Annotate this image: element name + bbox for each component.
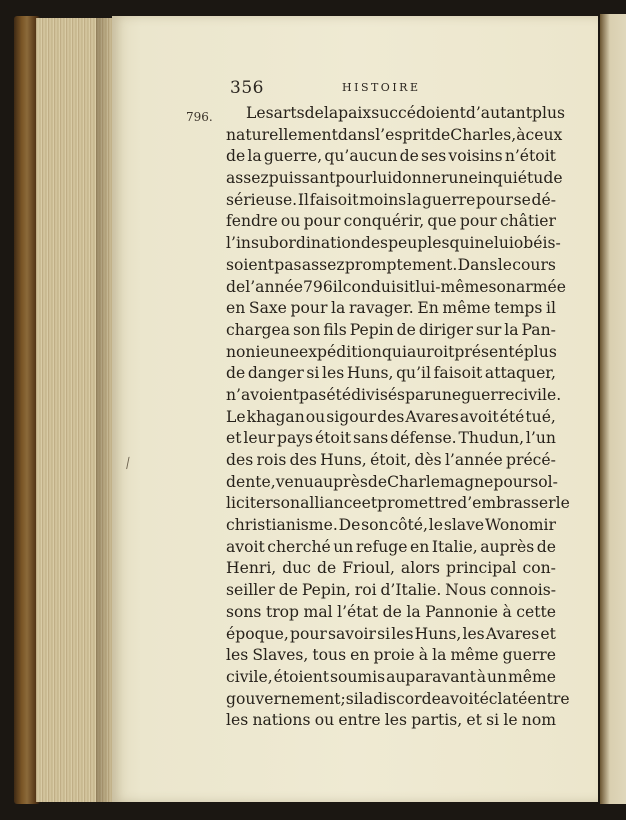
word: d’autant (465, 104, 532, 122)
word: se (513, 190, 531, 209)
word: divisés (351, 385, 406, 404)
word: le (555, 494, 570, 513)
word: voisins (448, 147, 503, 166)
word: Slaves, (252, 646, 309, 665)
word: tué, (525, 407, 556, 426)
word: une (431, 385, 462, 404)
word: danger (247, 364, 304, 383)
text-line (226, 493, 570, 515)
text-line (226, 103, 566, 125)
word: promettre (377, 494, 458, 513)
text-line (226, 190, 556, 212)
word: ses (421, 147, 447, 166)
word: la (323, 104, 339, 122)
word: sol- (530, 472, 558, 491)
word: slave (443, 516, 485, 535)
word: le (428, 516, 443, 535)
word: châtier (499, 212, 556, 231)
body-text (226, 103, 570, 732)
word: l’un (525, 429, 556, 448)
word: son (361, 516, 389, 535)
word: sérieuse. (226, 190, 298, 209)
word: dé- (531, 190, 556, 209)
word: 796 (303, 277, 333, 296)
word: que (427, 212, 457, 231)
word: pas (299, 385, 327, 404)
word: n’étoit (504, 147, 556, 166)
word: à (502, 602, 512, 621)
text-line (226, 428, 556, 450)
word: de (226, 147, 246, 166)
word: son (292, 320, 321, 339)
word: par (405, 385, 432, 404)
word: con- (522, 559, 556, 578)
word: de (367, 472, 388, 491)
word: ceux (525, 125, 563, 144)
word: qu’aucun (324, 147, 398, 166)
word: christianisme. (226, 516, 338, 535)
word: inquiétude (477, 169, 563, 188)
word: défense. (390, 429, 457, 448)
word: étoit (314, 429, 352, 448)
word: des (377, 407, 405, 426)
word: pour (289, 624, 327, 643)
word: époque, (226, 624, 289, 643)
word: Saxe (248, 299, 287, 318)
text-line (226, 211, 556, 233)
word: roi (354, 581, 377, 600)
word: trop (265, 602, 300, 621)
word: gouvernement; (226, 689, 346, 708)
text-line (226, 450, 556, 472)
page-header (230, 78, 550, 100)
word: entre (338, 711, 381, 730)
word: Italie, (431, 537, 478, 556)
word: tous (312, 646, 347, 665)
word: avoit (226, 537, 265, 556)
word: assez (301, 255, 345, 274)
word: à (516, 125, 526, 144)
margin-pencil-mark: ⁄ (124, 456, 133, 472)
text-line (226, 255, 556, 277)
word: les (226, 711, 249, 730)
word: soient (226, 255, 274, 274)
word: Avares (485, 624, 540, 643)
word: Pepin (349, 320, 394, 339)
word: en (350, 646, 370, 665)
word: il (332, 277, 343, 296)
word: si (486, 711, 500, 730)
text-line (226, 298, 556, 320)
word: dans (337, 125, 376, 144)
word: avoit (440, 689, 480, 708)
word: principal (446, 559, 517, 578)
word: partis, (411, 711, 463, 730)
word: étoit, (370, 451, 412, 469)
word: faisoit (309, 190, 359, 209)
word: même (450, 646, 499, 665)
word: nom (521, 711, 556, 730)
word: nations (252, 711, 311, 730)
word: des (226, 451, 254, 469)
word: Huns, (320, 451, 367, 469)
word: d’Italie. (380, 581, 442, 600)
text-line (226, 385, 562, 407)
word: lui-même (415, 277, 489, 296)
text-line (226, 342, 556, 364)
word: de (382, 602, 402, 621)
word: seiller (226, 581, 275, 600)
word: pour (493, 472, 531, 491)
word: si (377, 624, 391, 643)
page-number: 356 (230, 78, 264, 98)
word: de (536, 537, 556, 556)
word: pour (459, 212, 497, 231)
word: venu (275, 472, 314, 491)
word: naturellement (226, 125, 338, 144)
word: leur (243, 429, 276, 448)
text-line (226, 168, 563, 190)
word: peuples (388, 234, 450, 253)
word: cherché (267, 537, 331, 556)
word: plus (523, 342, 557, 361)
text-line (226, 407, 556, 429)
word: moins (359, 190, 407, 209)
word: armée (515, 277, 566, 296)
text-line (226, 233, 561, 255)
word: Le (226, 407, 246, 426)
text-line (226, 710, 556, 732)
word: proie (373, 646, 415, 665)
word: promptement. (344, 255, 458, 274)
word: il (545, 299, 556, 318)
word: de (317, 559, 337, 578)
word: en (410, 537, 430, 556)
text-line (226, 472, 556, 494)
word: obéis- (513, 234, 561, 253)
word: Charlemagne (387, 472, 494, 491)
word: discorde (373, 689, 441, 708)
word: pays (276, 429, 314, 448)
word: l’insubordination (226, 234, 361, 253)
word: en (226, 299, 246, 318)
word: entre (527, 689, 570, 708)
word: lui (493, 234, 514, 253)
word: Pepin, (301, 581, 351, 600)
word: et (226, 429, 242, 448)
word: la (432, 646, 447, 665)
word: Henri, (226, 559, 277, 578)
word: de (396, 320, 416, 339)
word: soumis (329, 667, 386, 686)
word: guerre (461, 385, 515, 404)
word: une (269, 342, 300, 361)
word: savoir (328, 624, 376, 643)
word: l’esprit (375, 125, 432, 144)
word: auroit (406, 342, 455, 361)
word: et (540, 624, 556, 643)
word: diriger (418, 320, 473, 339)
word: et (361, 494, 378, 513)
word: guerre (502, 646, 556, 665)
word: d’embrasser (457, 494, 556, 513)
word: la (331, 299, 346, 318)
word: succédoient (371, 104, 466, 122)
word: son (488, 277, 516, 296)
word: à (418, 646, 428, 665)
word: duc (282, 559, 312, 578)
word: dente, (226, 472, 276, 491)
word: auprès (313, 472, 368, 491)
word: paix (338, 104, 372, 122)
word: ou (305, 407, 326, 426)
word: l’état (337, 602, 379, 621)
word: à (476, 667, 487, 686)
text-line (226, 537, 556, 559)
word: Il (297, 190, 309, 209)
word: Avares (405, 407, 459, 426)
word: des (360, 234, 389, 253)
word: une (448, 169, 478, 188)
word: Frioul, (342, 559, 395, 578)
word: Pan- (521, 320, 556, 339)
word: conduisit (342, 277, 416, 296)
word: temps (494, 299, 543, 318)
word: attaquer, (484, 364, 556, 383)
word: de (226, 364, 246, 383)
text-line (226, 602, 556, 624)
word: de (304, 104, 324, 122)
word: Huns, (346, 364, 394, 383)
word: rois (256, 451, 287, 469)
word: pour (303, 212, 341, 231)
word: présenté (454, 342, 524, 361)
word: ravager. (348, 299, 414, 318)
word: donner (392, 169, 449, 188)
word: assez (226, 169, 269, 188)
word: Charles, (450, 125, 517, 144)
word: son (272, 494, 301, 513)
word: De (338, 516, 361, 535)
word: qui (381, 342, 407, 361)
word: été (499, 407, 525, 426)
word: et (466, 711, 482, 730)
word: été (326, 385, 352, 404)
text-line (226, 146, 556, 168)
word: si (306, 364, 320, 383)
word: conquérir, (343, 212, 425, 231)
word: civile. (514, 385, 562, 404)
text-line (226, 515, 556, 537)
word: pour (335, 169, 373, 188)
word: la (504, 320, 519, 339)
word: le (503, 711, 518, 730)
word: nonie (226, 342, 270, 361)
word: précé- (506, 451, 556, 469)
word: Nous (445, 581, 487, 600)
word: Thudun, (458, 429, 525, 448)
text-line (226, 645, 556, 667)
word: khagan (246, 407, 305, 426)
word: les (462, 624, 485, 643)
margin-year-note: 796. (186, 110, 213, 124)
text-line (226, 624, 556, 646)
text-line (226, 125, 563, 147)
word: les (391, 624, 414, 643)
word: cours (512, 255, 556, 274)
word: cette (516, 602, 556, 621)
word: Huns, (414, 624, 462, 643)
text-line (226, 363, 556, 385)
word: dès (414, 451, 442, 469)
word: civile, (226, 667, 273, 686)
word: la (247, 147, 262, 166)
word: pas (274, 255, 302, 274)
word: les (226, 646, 249, 665)
word: même (442, 299, 491, 318)
text-line (226, 667, 556, 689)
word: Pannonie (425, 602, 498, 621)
word: qui (449, 234, 475, 253)
word: sur (475, 320, 502, 339)
word: la (358, 689, 374, 708)
word: puissant (268, 169, 336, 188)
word: pour (476, 190, 513, 209)
word: côté, (389, 516, 428, 535)
word: sons (226, 602, 262, 621)
word: fils (323, 320, 347, 339)
word: plus (532, 104, 566, 122)
word: les (384, 711, 408, 730)
word: Les (246, 104, 274, 122)
running-head: HISTOIRE (342, 81, 421, 94)
word: éclaté (479, 689, 528, 708)
word: guerre, (263, 147, 323, 166)
text-line (226, 277, 566, 299)
word: ou (314, 711, 335, 730)
word: connois- (490, 581, 556, 600)
word: la (406, 190, 422, 209)
word: de (226, 277, 246, 296)
word: sigour (326, 407, 377, 426)
word: alliance (300, 494, 362, 513)
text-line (226, 558, 556, 580)
facing-page (600, 14, 626, 804)
word: pour (290, 299, 328, 318)
word: arts (273, 104, 305, 122)
word: expédition (299, 342, 382, 361)
word: fendre (226, 212, 278, 231)
word: liciter (226, 494, 273, 513)
text-line (226, 689, 570, 711)
word: l’année (245, 277, 304, 296)
word: alors (400, 559, 441, 578)
word: n’avoient (226, 385, 300, 404)
word: avoit (459, 407, 499, 426)
word: même (507, 667, 556, 686)
word: En (417, 299, 439, 318)
text-line (226, 580, 556, 602)
word: mal (303, 602, 333, 621)
word: un (486, 667, 508, 686)
word: qu’il (396, 364, 432, 383)
word: des (289, 451, 317, 469)
word: étoient (273, 667, 330, 686)
word: un (333, 537, 354, 556)
word: auparavant (386, 667, 476, 686)
word: sans (352, 429, 389, 448)
word: guerre (421, 190, 476, 209)
word: de (431, 125, 451, 144)
word: si (345, 689, 359, 708)
word: chargea (226, 320, 291, 339)
word: de (278, 581, 298, 600)
word: de (399, 147, 419, 166)
word: les (322, 364, 345, 383)
word: refuge (355, 537, 408, 556)
word: faisoit (433, 364, 483, 383)
word: ou (280, 212, 301, 231)
word: la (406, 602, 421, 621)
word: Wonomir (484, 516, 556, 535)
text-line (226, 320, 556, 342)
word: le (497, 255, 512, 274)
word: ne (474, 234, 494, 253)
word: l’année (444, 451, 503, 469)
word: auprès (480, 537, 535, 556)
word: Dans (457, 255, 498, 274)
word: lui (372, 169, 393, 188)
